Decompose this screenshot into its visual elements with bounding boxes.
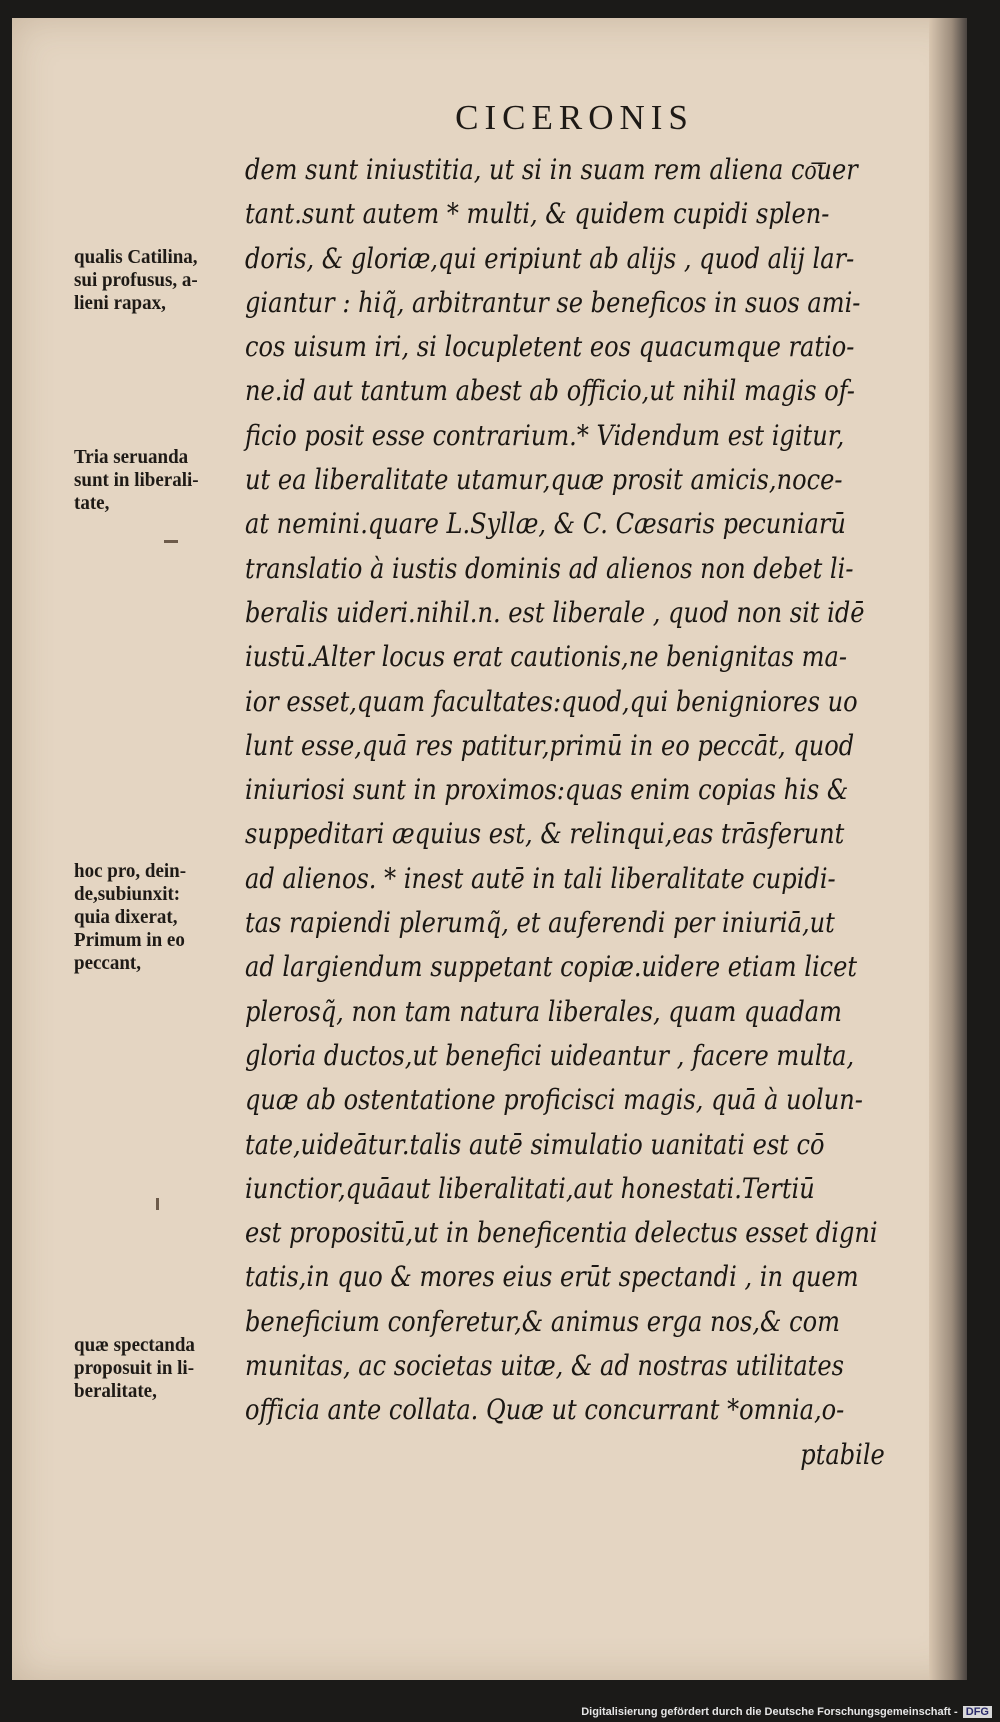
text-line: tatis,in quo & mores eius erūt spectandi , in quem: [245, 1260, 859, 1294]
text-line: tant.sunt autem * multi, & quidem cupidi splen-: [245, 197, 830, 231]
text-line: translatio à iustis dominis ad alienos non debet li-: [245, 551, 854, 585]
running-title-text: CICERONIS: [455, 98, 694, 137]
ink-mark: [164, 540, 178, 543]
text-line: tas rapiendi plerumq̃, et auferendi per iniuriā,ut: [245, 906, 835, 940]
text-line: beneficium conferetur,& animus erga nos,& com: [245, 1304, 840, 1338]
text-line: tate,uideātur.talis autē simulatio uanitati est cō: [245, 1127, 825, 1161]
text-line: beralis uideri.nihil.n. est liberale , quod non sit idē: [245, 595, 865, 629]
marginal-note-line: hoc pro, dein-: [74, 860, 187, 882]
text-line: iniuriosi sunt in proximos:quas enim copias his &: [245, 773, 849, 807]
marginal-note-line: de,subiunxit:: [74, 883, 181, 905]
text-line: lunt esse,quā res patitur,primū in eo peccāt, quod: [245, 728, 855, 762]
text-line: plerosq̃, non tam natura liberales, quam quadam: [245, 994, 842, 1028]
text-line: quæ ab ostentatione proficisci magis, quā à uolun-: [245, 1083, 863, 1117]
credit-text: Digitalisierung gefördert durch die Deutsche Forschungsgemeinschaft -: [581, 1706, 958, 1718]
text-line: ficio posit esse contrarium.* Videndum est igitur,: [245, 418, 845, 452]
text-line: ior esset,quam facultates:quod,qui benigniores uo: [245, 684, 858, 718]
text-line: giantur : hiq̃, arbitrantur se beneficos in suos ami-: [245, 285, 861, 319]
marginal-note-line: sunt in liberali-: [74, 469, 199, 491]
text-line: est propositū,ut in beneficentia delectus esset digni: [245, 1216, 878, 1250]
text-line: ne.id aut tantum abest ab officio,ut nihil magis of-: [245, 374, 855, 408]
marginal-note-line: quæ spectanda: [74, 1334, 195, 1356]
text-line: ut ea liberalitate utamur,quæ prosit amicis,noce-: [245, 463, 843, 497]
text-line: ad largiendum suppetant copiæ.uidere etiam licet: [245, 950, 858, 984]
marginal-note-line: tate,: [74, 492, 110, 514]
marginal-note-line: Primum in eo: [74, 929, 185, 951]
text-line: dem sunt iniustitia, ut si in suam rem aliena co͞uer: [245, 153, 858, 186]
marginal-note-line: qualis Catilina,: [74, 246, 198, 268]
marginal-note-line: quia dixerat,: [74, 906, 178, 928]
text-line: iustū.Alter locus erat cautionis,ne benignitas ma-: [245, 640, 847, 674]
marginal-note-line: Tria seruanda: [74, 446, 189, 468]
marginal-note-quae-spectanda: [74, 1334, 274, 1403]
text-line: doris, & gloriæ,qui eripiunt ab alijs , quod alij lar-: [245, 241, 855, 275]
catchword: ptabile: [800, 1437, 885, 1471]
marginal-note-catilina: [74, 246, 274, 315]
marginal-note-line: sui profusus, a-: [74, 269, 198, 291]
text-line: iunctior,quāaut liberalitati,aut honestati.Tertiū: [245, 1171, 815, 1205]
running-title: [12, 98, 967, 138]
digitization-credit: [581, 1706, 992, 1718]
text-line: ad alienos. * inest autē in tali liberalitate cupidi-: [245, 861, 836, 895]
text-line: munitas, ac societas uitæ, & ad nostras utilitates: [245, 1349, 844, 1383]
text-line: gloria ductos,ut benefici uideantur , facere multa,: [245, 1038, 855, 1072]
text-line: cos uisum iri, si locupletent eos quacumque ratio-: [245, 330, 855, 364]
main-text-block: [245, 148, 945, 1477]
marginal-note-line: beralitate,: [74, 1380, 157, 1402]
ink-mark: [156, 1198, 159, 1210]
marginal-note-line: peccant,: [74, 952, 142, 974]
text-line: at nemini.quare L.Syllæ, & C. Cæsaris pecuniarū: [245, 507, 846, 541]
text-line: suppeditari æquius est, & relinqui,eas trāsferunt: [245, 817, 845, 851]
dfg-logo: DFG: [963, 1706, 992, 1718]
marginal-note-line: proposuit in li-: [74, 1357, 195, 1379]
marginal-note-hoc-pro: [74, 860, 274, 975]
text-line: officia ante collata. Quæ ut concurrant *omnia,o-: [245, 1393, 845, 1427]
marginal-note-tria-seruanda: [74, 446, 274, 515]
marginal-note-line: lieni rapax,: [74, 292, 166, 314]
book-page: [12, 18, 967, 1680]
